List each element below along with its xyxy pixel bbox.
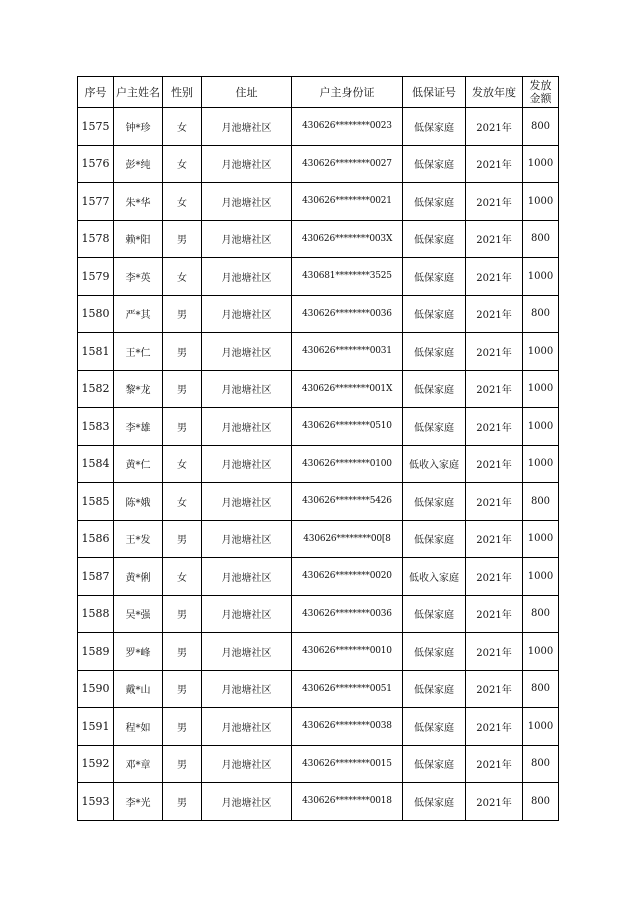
cell-cert-no: 低保家庭 [403, 183, 466, 221]
cell-address: 月池塘社区 [202, 670, 292, 708]
cell-cert-no: 低保家庭 [403, 108, 466, 146]
cell-address: 月池塘社区 [202, 145, 292, 183]
cell-gender: 男 [163, 783, 202, 821]
cell-seq: 1586 [78, 520, 114, 558]
header-gender: 性别 [163, 77, 202, 108]
cell-amount: 1000 [523, 445, 559, 483]
header-address: 住址 [202, 77, 292, 108]
table-row [78, 520, 559, 558]
cell-year: 2021年 [466, 295, 523, 333]
cell-gender: 男 [163, 670, 202, 708]
cell-seq: 1593 [78, 783, 114, 821]
cell-gender: 男 [163, 295, 202, 333]
table-row [78, 745, 559, 783]
cell-year: 2021年 [466, 258, 523, 296]
cell-amount: 800 [523, 595, 559, 633]
cell-name: 朱*华 [114, 183, 163, 221]
cell-address: 月池塘社区 [202, 108, 292, 146]
table-row [78, 108, 559, 146]
cell-cert-no: 低保家庭 [403, 220, 466, 258]
cell-amount: 800 [523, 220, 559, 258]
cell-amount: 800 [523, 108, 559, 146]
table-row [78, 258, 559, 296]
cell-address: 月池塘社区 [202, 258, 292, 296]
header-name: 户主姓名 [114, 77, 163, 108]
cell-cert-no: 低保家庭 [403, 520, 466, 558]
cell-seq: 1579 [78, 258, 114, 296]
cell-seq: 1585 [78, 483, 114, 521]
cell-cert-no: 低保家庭 [403, 483, 466, 521]
cell-address: 月池塘社区 [202, 370, 292, 408]
cell-cert-no: 低保家庭 [403, 333, 466, 371]
cell-year: 2021年 [466, 145, 523, 183]
cell-id-card: 430626********0021 [292, 183, 403, 221]
cell-gender: 女 [163, 183, 202, 221]
cell-seq: 1575 [78, 108, 114, 146]
table-row [78, 183, 559, 221]
cell-gender: 女 [163, 558, 202, 596]
cell-seq: 1583 [78, 408, 114, 446]
cell-cert-no: 低保家庭 [403, 370, 466, 408]
cell-year: 2021年 [466, 520, 523, 558]
cell-amount: 800 [523, 295, 559, 333]
cell-address: 月池塘社区 [202, 445, 292, 483]
header-row [78, 77, 559, 108]
cell-id-card: 430626********0015 [292, 745, 403, 783]
cell-address: 月池塘社区 [202, 595, 292, 633]
cell-id-card: 430626********0023 [292, 108, 403, 146]
cell-address: 月池塘社区 [202, 183, 292, 221]
cell-amount: 800 [523, 670, 559, 708]
cell-gender: 女 [163, 145, 202, 183]
cell-year: 2021年 [466, 408, 523, 446]
cell-year: 2021年 [466, 670, 523, 708]
cell-address: 月池塘社区 [202, 408, 292, 446]
cell-name: 陈*娥 [114, 483, 163, 521]
cell-id-card: 430626********0031 [292, 333, 403, 371]
table-row [78, 670, 559, 708]
cell-seq: 1581 [78, 333, 114, 371]
cell-name: 黎*龙 [114, 370, 163, 408]
cell-seq: 1578 [78, 220, 114, 258]
cell-cert-no: 低保家庭 [403, 783, 466, 821]
header-amount-line2: 金额 [529, 92, 552, 105]
cell-address: 月池塘社区 [202, 558, 292, 596]
cell-cert-no: 低保家庭 [403, 670, 466, 708]
cell-amount: 1000 [523, 370, 559, 408]
table-body [78, 108, 559, 821]
cell-id-card: 430626********003X [292, 220, 403, 258]
subsidy-table [77, 76, 559, 821]
cell-seq: 1584 [78, 445, 114, 483]
cell-address: 月池塘社区 [202, 220, 292, 258]
cell-gender: 男 [163, 520, 202, 558]
cell-year: 2021年 [466, 445, 523, 483]
cell-name: 彭*纯 [114, 145, 163, 183]
cell-cert-no: 低保家庭 [403, 708, 466, 746]
cell-name: 李*英 [114, 258, 163, 296]
header-seq: 序号 [78, 77, 114, 108]
cell-seq: 1580 [78, 295, 114, 333]
cell-name: 钟*珍 [114, 108, 163, 146]
cell-name: 严*其 [114, 295, 163, 333]
table-row [78, 483, 559, 521]
cell-year: 2021年 [466, 108, 523, 146]
cell-year: 2021年 [466, 633, 523, 671]
table-row [78, 220, 559, 258]
cell-seq: 1589 [78, 633, 114, 671]
cell-year: 2021年 [466, 333, 523, 371]
cell-amount: 1000 [523, 558, 559, 596]
table-row [78, 145, 559, 183]
cell-year: 2021年 [466, 558, 523, 596]
cell-gender: 男 [163, 370, 202, 408]
cell-seq: 1588 [78, 595, 114, 633]
table-row [78, 595, 559, 633]
cell-year: 2021年 [466, 708, 523, 746]
cell-gender: 女 [163, 445, 202, 483]
cell-seq: 1590 [78, 670, 114, 708]
cell-year: 2021年 [466, 370, 523, 408]
cell-name: 黄*俐 [114, 558, 163, 596]
cell-amount: 1000 [523, 258, 559, 296]
cell-name: 程*如 [114, 708, 163, 746]
cell-amount: 1000 [523, 708, 559, 746]
cell-amount: 1000 [523, 333, 559, 371]
cell-address: 月池塘社区 [202, 745, 292, 783]
cell-amount: 800 [523, 783, 559, 821]
cell-amount: 800 [523, 483, 559, 521]
cell-gender: 女 [163, 108, 202, 146]
cell-gender: 男 [163, 220, 202, 258]
table-row [78, 370, 559, 408]
table-row [78, 408, 559, 446]
table-row [78, 333, 559, 371]
cell-name: 罗*峰 [114, 633, 163, 671]
table-row [78, 633, 559, 671]
cell-year: 2021年 [466, 183, 523, 221]
cell-seq: 1587 [78, 558, 114, 596]
cell-gender: 男 [163, 708, 202, 746]
cell-id-card: 430626********0010 [292, 633, 403, 671]
cell-cert-no: 低保家庭 [403, 633, 466, 671]
cell-amount: 1000 [523, 183, 559, 221]
cell-amount: 800 [523, 745, 559, 783]
cell-id-card: 430626********0036 [292, 295, 403, 333]
cell-gender: 男 [163, 333, 202, 371]
cell-id-card: 430626********0510 [292, 408, 403, 446]
cell-gender: 女 [163, 483, 202, 521]
cell-amount: 1000 [523, 145, 559, 183]
cell-amount: 1000 [523, 408, 559, 446]
header-amount [523, 77, 559, 108]
cell-gender: 男 [163, 595, 202, 633]
table-row [78, 783, 559, 821]
cell-seq: 1582 [78, 370, 114, 408]
cell-cert-no: 低保家庭 [403, 258, 466, 296]
cell-address: 月池塘社区 [202, 483, 292, 521]
table-row [78, 708, 559, 746]
cell-gender: 男 [163, 408, 202, 446]
cell-id-card: 430626********0100 [292, 445, 403, 483]
cell-address: 月池塘社区 [202, 633, 292, 671]
cell-id-card: 430626********0051 [292, 670, 403, 708]
cell-cert-no: 低保家庭 [403, 595, 466, 633]
cell-id-card: 430626********00[8 [292, 520, 403, 558]
cell-year: 2021年 [466, 595, 523, 633]
cell-year: 2021年 [466, 483, 523, 521]
cell-name: 赖*阳 [114, 220, 163, 258]
cell-name: 黄*仁 [114, 445, 163, 483]
cell-name: 邓*章 [114, 745, 163, 783]
header-amount-line1: 发放 [529, 79, 552, 92]
cell-seq: 1592 [78, 745, 114, 783]
table-row [78, 558, 559, 596]
cell-gender: 男 [163, 633, 202, 671]
cell-name: 李*光 [114, 783, 163, 821]
cell-name: 王*发 [114, 520, 163, 558]
table-row [78, 445, 559, 483]
cell-amount: 1000 [523, 520, 559, 558]
cell-amount: 1000 [523, 633, 559, 671]
header-year: 发放年度 [466, 77, 523, 108]
cell-id-card: 430626********001X [292, 370, 403, 408]
cell-year: 2021年 [466, 783, 523, 821]
cell-name: 李*雄 [114, 408, 163, 446]
table-row [78, 295, 559, 333]
cell-name: 吴*强 [114, 595, 163, 633]
cell-address: 月池塘社区 [202, 520, 292, 558]
cell-name: 王*仁 [114, 333, 163, 371]
cell-cert-no: 低保家庭 [403, 295, 466, 333]
cell-cert-no: 低收入家庭 [403, 445, 466, 483]
cell-cert-no: 低保家庭 [403, 745, 466, 783]
cell-cert-no: 低收入家庭 [403, 558, 466, 596]
cell-cert-no: 低保家庭 [403, 408, 466, 446]
cell-id-card: 430626********5426 [292, 483, 403, 521]
cell-seq: 1591 [78, 708, 114, 746]
cell-address: 月池塘社区 [202, 333, 292, 371]
cell-id-card: 430681********3525 [292, 258, 403, 296]
header-id-card: 户主身份证 [292, 77, 403, 108]
cell-name: 戴*山 [114, 670, 163, 708]
cell-year: 2021年 [466, 220, 523, 258]
cell-year: 2021年 [466, 745, 523, 783]
cell-address: 月池塘社区 [202, 295, 292, 333]
cell-id-card: 430626********0020 [292, 558, 403, 596]
cell-gender: 男 [163, 745, 202, 783]
cell-gender: 女 [163, 258, 202, 296]
cell-id-card: 430626********0036 [292, 595, 403, 633]
cell-address: 月池塘社区 [202, 783, 292, 821]
cell-seq: 1576 [78, 145, 114, 183]
cell-id-card: 430626********0018 [292, 783, 403, 821]
cell-id-card: 430626********0027 [292, 145, 403, 183]
header-cert-no: 低保证号 [403, 77, 466, 108]
cell-seq: 1577 [78, 183, 114, 221]
cell-address: 月池塘社区 [202, 708, 292, 746]
cell-cert-no: 低保家庭 [403, 145, 466, 183]
cell-id-card: 430626********0038 [292, 708, 403, 746]
